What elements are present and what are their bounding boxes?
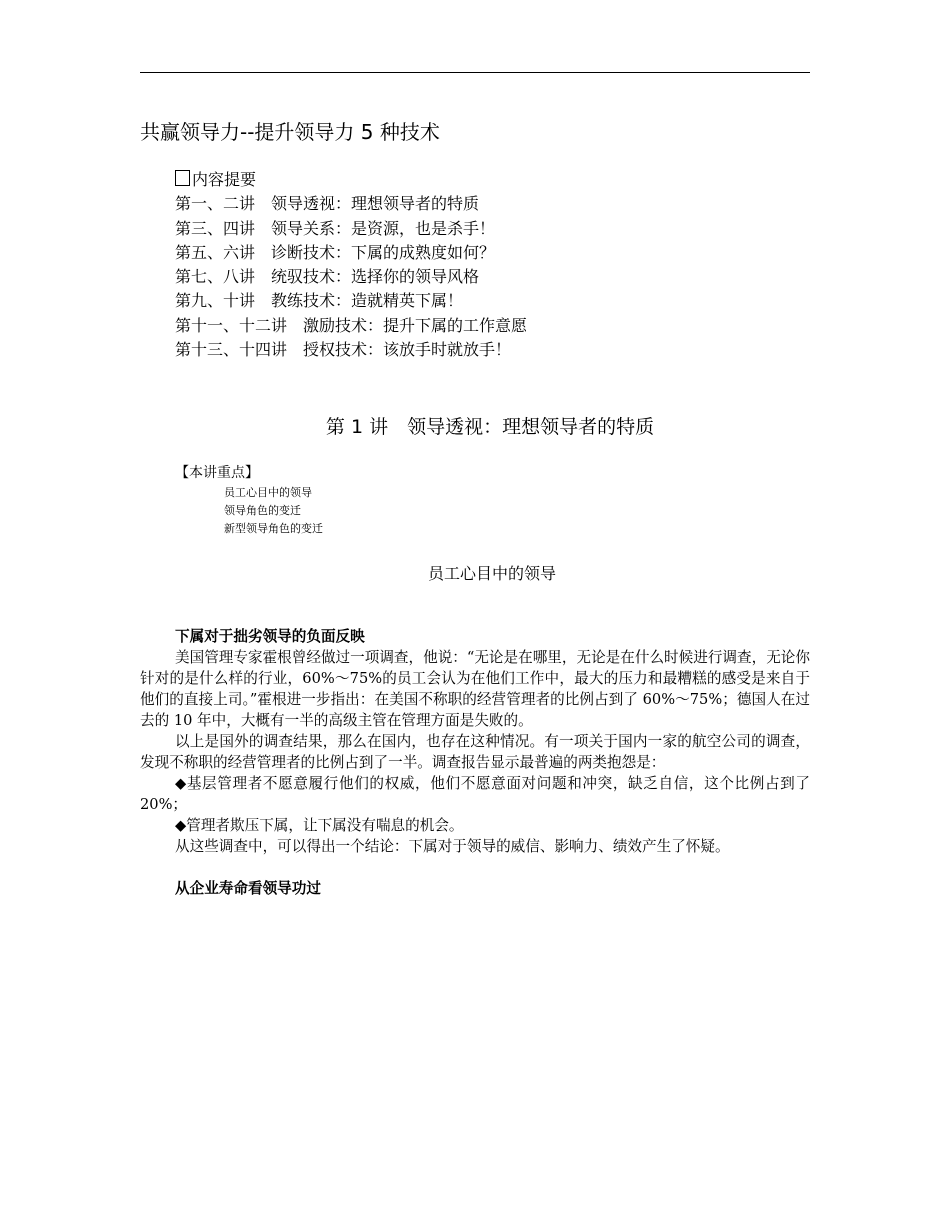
toc-item: 第十一、十二讲 激励技术：提升下属的工作意愿	[175, 315, 528, 335]
paragraph: 以上是国外的调查结果，那么在国内，也存在这种情况。有一项关于国内一家的航空公司的调查，发现不称职的经营管理者的比例占到了一半。调查报告显示最普遍的两类抱怨是：	[140, 733, 810, 771]
subsection-heading: 从企业寿命看领导功过	[175, 880, 321, 897]
key-point-item: 新型领导角色的变迁	[224, 522, 323, 535]
key-point-item: 员工心目中的领导	[224, 486, 312, 499]
toc-item: 第三、四讲 领导关系：是资源，也是杀手！	[175, 218, 496, 238]
toc-item: 第五、六讲 诊断技术：下属的成熟度如何？	[175, 242, 496, 262]
toc-item: 第十三、十四讲 授权技术：该放手时就放手！	[175, 340, 512, 360]
paragraph: 从这些调查中，可以得出一个结论：下属对于领导的威信、影响力、绩效产生了怀疑。	[175, 838, 730, 855]
toc-item: 第七、八讲 统驭技术：选择你的领导风格	[175, 267, 480, 287]
toc-heading: 内容提要	[175, 168, 527, 192]
toc-item: 第一、二讲 领导透视：理想领导者的特质	[175, 194, 480, 214]
header-rule	[140, 72, 810, 73]
body-text	[140, 626, 810, 899]
section-title: 员工心目中的领导	[427, 564, 556, 583]
checkbox-icon	[175, 170, 190, 186]
spacer	[140, 857, 810, 878]
document-title: 共赢领导力--提升领导力 5 种技术	[140, 120, 440, 144]
bullet-paragraph: ◆基层管理者不愿意履行他们的权威，他们不愿意面对问题和冲突，缺乏自信，这个比例占到了 20%；	[140, 775, 810, 813]
toc-item: 第九、十讲 教练技术：造就精英下属！	[175, 291, 464, 311]
key-points-list	[224, 484, 323, 538]
subsection-heading: 下属对于拙劣领导的负面反映	[175, 628, 365, 645]
key-point-item: 领导角色的变迁	[224, 504, 301, 517]
table-of-contents	[175, 168, 527, 362]
bullet-paragraph: ◆管理者欺压下属，让下属没有喘息的机会。	[175, 817, 464, 834]
lecture-title: 第 1 讲 领导透视：理想领导者的特质	[325, 416, 655, 438]
paragraph: 美国管理专家霍根曾经做过一项调查，他说：“无论是在哪里，无论是在什么时候进行调查，无论你针对的是什么样的行业，60%～75%的员工会认为在他们工作中，最大的压力和最糟糕的感受是来自于他们的直接上司。”霍根进一步指出：在美国不称职的经营管理者的比例占到了 60%～75%；德国人在过去的 10 年中，大概有一半的高级主管在管理方面是失败的。	[140, 649, 810, 729]
key-points-label: 【本讲重点】	[175, 465, 259, 481]
